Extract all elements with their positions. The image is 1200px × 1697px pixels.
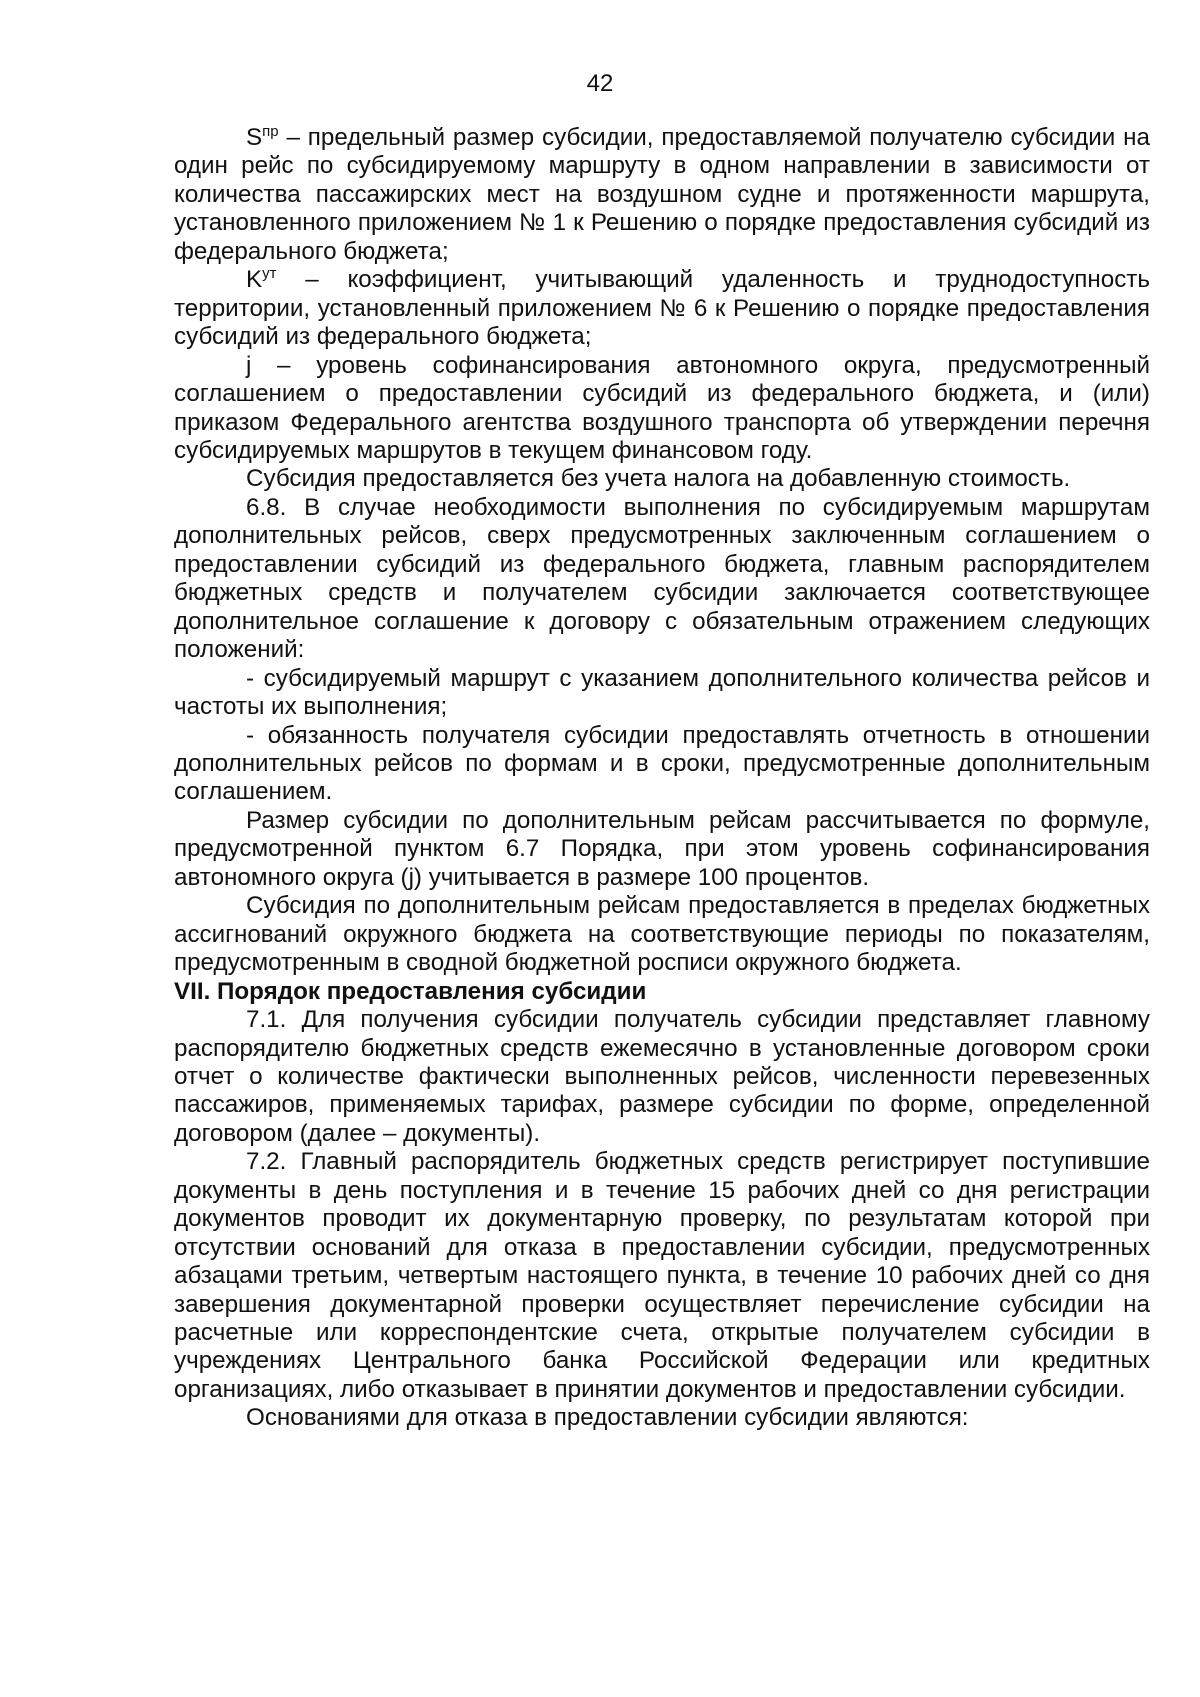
- paragraph-6-8: 6.8. В случае необходимости выполнения по субсидируемым маршрутам дополнительных рейсов, сверх предусмотренных заключенным соглашением о предоставлении субсидий из федерального бюджета, главным распорядителем бюджетных средств и получателем субсидии заключается соответствующее дополнительное соглашение к договору с обязательным отражением следующих положений:: [174, 493, 1150, 664]
- paragraph-text: – коэффициент, учитывающий удаленность и труднодоступность территории, установленный приложением № 6 к Решению о порядке предоставления субсидий из федерального бюджета;: [174, 266, 1150, 351]
- paragraph-text: – предельный размер субсидии, предоставляемой получателю субсидии на один рейс по субсидируемому маршруту в одном направлении в зависимости от количества пассажирских мест на воздушном судне и протяженности маршрута, установленного приложением № 1 к Решению о порядке предоставления субсидий из федерального бюджета;: [174, 124, 1150, 265]
- paragraph-subsidy-limits: Субсидия по дополнительным рейсам предоставляется в пределах бюджетных ассигнований окружного бюджета на соответствующие периоды по показателям, предусмотренным в сводной бюджетной росписи окружного бюджета.: [174, 892, 1150, 977]
- paragraph-7-2: 7.2. Главный распорядитель бюджетных средств регистрирует поступившие документы в день поступления и в течение 15 рабочих дней со дня регистрации документов проводит их документарную проверку, по результатам которой при отсутствии оснований для отказа в предоставлении субсидии, предусмотренных абзацами третьим, четвертым настоящего пункта, в течение 10 рабочих дней со дня завершения документарной проверки осуществляет перечисление субсидии на расчетные или корреспондентские счета, открытые получателем субсидии в учреждениях Центрального банка Российской Федерации или кредитных организациях, либо отказывает в принятии документов и предоставлении субсидии.: [174, 1148, 1150, 1403]
- list-item-reporting: - обязанность получателя субсидии предоставлять отчетность в отношении дополнительных рейсов по формам и в сроки, предусмотренные дополнительным соглашением.: [174, 721, 1150, 806]
- formula-symbol: K: [246, 266, 263, 294]
- paragraph-vat-note: Субсидия предоставляется без учета налога на добавленную стоимость.: [246, 465, 1071, 493]
- formula-superscript: ут: [262, 265, 277, 283]
- paragraph-subsidy-size: Размер субсидии по дополнительным рейсам рассчитывается по формуле, предусмотренной пунктом 6.7 Порядка, при этом уровень софинансирования автономного округа (j) учитывается в размере 100 процентов.: [174, 806, 1150, 891]
- paragraph-refusal-grounds: Основаниями для отказа в предоставлении субсидии являются:: [246, 1404, 969, 1432]
- paragraph-s-pr-definition: [174, 124, 1150, 266]
- formula-symbol: S: [246, 124, 263, 151]
- paragraph-7-1: 7.1. Для получения субсидии получатель субсидии представляет главному распорядителю бюджетных средств ежемесячно в установленные договором сроки отчет о количестве фактически выполненных рейсов, численности перевезенных пассажиров, применяемых тарифах, размере субсидии по форме, определенной договором (далее – документы).: [174, 1006, 1150, 1147]
- document-body: [174, 124, 1150, 1433]
- section-heading: VII. Порядок предоставления субсидии: [174, 977, 647, 1005]
- formula-superscript: пр: [262, 123, 279, 140]
- paragraph-j-definition: j – уровень софинансирования автономного округа, предусмотренный соглашением о предоставлении субсидий из федерального бюджета, и (или) приказом Федерального агентства воздушного транспорта об утверждении перечня субсидируемых маршрутов в текущем финансовом году.: [174, 351, 1150, 464]
- paragraph-k-ut-definition: [174, 266, 1150, 351]
- list-item-route: - субсидируемый маршрут с указанием дополнительного количества рейсов и частоты их выполнения;: [174, 664, 1150, 721]
- page-number: 42: [586, 70, 614, 97]
